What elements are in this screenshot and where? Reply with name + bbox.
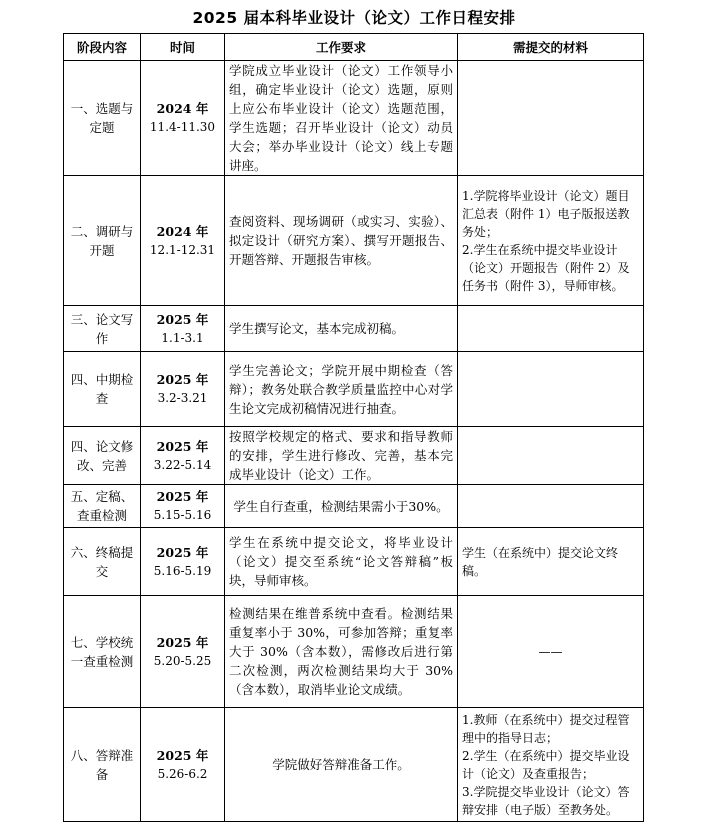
stage-cell: 四、中期检查 (64, 352, 141, 427)
time-year: 2025 年 (156, 747, 209, 763)
time-year: 2025 年 (156, 489, 209, 504)
time-year: 2025 年 (156, 372, 209, 387)
materials-cell (458, 528, 644, 596)
materials-cell (458, 61, 644, 176)
table-row (64, 485, 644, 528)
materials-cell (458, 427, 644, 485)
requirement-cell: 学院做好答辩准备工作。 (225, 708, 458, 822)
time-range: 12.1-12.31 (149, 242, 216, 257)
time-cell (141, 427, 225, 485)
time-year: 2024 年 (156, 223, 209, 239)
schedule-table (63, 33, 644, 822)
requirement-cell: 检测结果在维普系统中查看。检测结果重复率小于 30%，可参加答辩；重复率大于 30%（含本数），需修改后进行第二次检测，两次检测结果均大于 30%（含本数），取消毕业论文成绩。 (225, 596, 458, 708)
requirement-cell: 学生完善论文；学院开展中期检查（答辩）；教务处联合教学质量监控中心对学生论文完成初稿情况进行抽查。 (225, 352, 458, 427)
time-range: 1.1-3.1 (161, 330, 204, 345)
time-cell (141, 528, 225, 596)
time-range: 11.4-11.30 (149, 120, 216, 134)
requirement-cell: 学生撰写论文，基本完成初稿。 (225, 306, 458, 352)
materials-cell (458, 176, 644, 306)
stage-cell: 四、论文修改、完善 (64, 427, 141, 485)
header-time: 时间 (141, 34, 225, 61)
table-row (64, 61, 644, 176)
page-title: 2025 届本科毕业设计（论文）工作日程安排 (192, 9, 516, 27)
time-range: 5.26-6.2 (157, 766, 208, 781)
header-requirement: 工作要求 (225, 34, 458, 61)
time-cell (141, 708, 225, 822)
stage-cell: 五、定稿、查重检测 (64, 485, 141, 528)
time-year: 2024 年 (156, 101, 209, 116)
materials-item: 1.学院将毕业设计（论文）题目汇总表（附件 1）电子版报送教务处； (462, 188, 630, 239)
materials-cell: —— (458, 596, 644, 708)
stage-cell: 三、论文写作 (64, 306, 141, 352)
time-year: 2025 年 (156, 544, 209, 560)
table-row (64, 306, 644, 352)
time-range: 5.20-5.25 (153, 653, 212, 668)
stage-cell: 一、选题与定题 (64, 61, 141, 176)
requirement-cell: 学院成立毕业设计（论文）工作领导小组，确定毕业设计（论文）选题，原则上应公布毕业设计（论文）选题范围，学生选题；召开毕业设计（论文）动员大会；举办毕业设计（论文）线上专题讲座。 (225, 61, 458, 176)
time-range: 5.15-5.16 (153, 508, 212, 522)
header-materials: 需提交的材料 (458, 34, 644, 61)
time-cell (141, 306, 225, 352)
time-year: 2025 年 (156, 634, 209, 650)
requirement-cell: 按照学校规定的格式、要求和指导教师的安排，学生进行修改、完善，基本完成毕业设计（论文）工作。 (225, 427, 458, 485)
table-row (64, 352, 644, 427)
stage-cell: 二、调研与开题 (64, 176, 141, 306)
time-range: 3.22-5.14 (153, 457, 212, 472)
materials-cell (458, 708, 644, 822)
header-stage: 阶段内容 (64, 34, 141, 61)
time-cell (141, 596, 225, 708)
materials-item: 学生（在系统中）提交论文终稿。 (462, 545, 619, 578)
materials-cell (458, 485, 644, 528)
requirement-cell: 查阅资料、现场调研（或实习、实验）、拟定设计（研究方案）、撰写开题报告、开题答辩、开题报告审核。 (225, 176, 458, 306)
table-row (64, 528, 644, 596)
time-cell (141, 485, 225, 528)
time-year: 2025 年 (156, 438, 209, 454)
time-range: 5.16-5.19 (153, 563, 212, 578)
requirement-cell: 学生自行查重，检测结果需小于30%。 (225, 485, 458, 528)
table-row (64, 176, 644, 306)
materials-item: 2.学生在系统中提交毕业设计（论文）开题报告（附件 2）及任务书（附件 3），导师审核。 (462, 242, 630, 293)
materials-cell (458, 352, 644, 427)
time-cell (141, 352, 225, 427)
time-range: 3.2-3.21 (157, 391, 208, 405)
materials-item: 2.学生（在系统中）提交毕业设计（论文）及查重报告； (462, 748, 630, 781)
stage-cell: 八、答辩准备 (64, 708, 141, 822)
materials-item: 1.教师（在系统中）提交过程管理中的指导日志； (462, 712, 630, 745)
materials-item: 3.学院提交毕业设计（论文）答辩安排（电子版）至教务处。 (462, 784, 630, 817)
table-row (64, 708, 644, 822)
stage-cell: 七、学校统一查重检测 (64, 596, 141, 708)
requirement-cell: 学生在系统中提交论文，将毕业设计（论文）提交至系统“论文答辩稿”板块，导师审核。 (225, 528, 458, 596)
table-row (64, 427, 644, 485)
stage-cell: 六、终稿提交 (64, 528, 141, 596)
time-cell (141, 176, 225, 306)
time-cell (141, 61, 225, 176)
time-year: 2025 年 (156, 311, 209, 327)
table-row (64, 596, 644, 708)
header-row (64, 34, 644, 61)
materials-cell (458, 306, 644, 352)
